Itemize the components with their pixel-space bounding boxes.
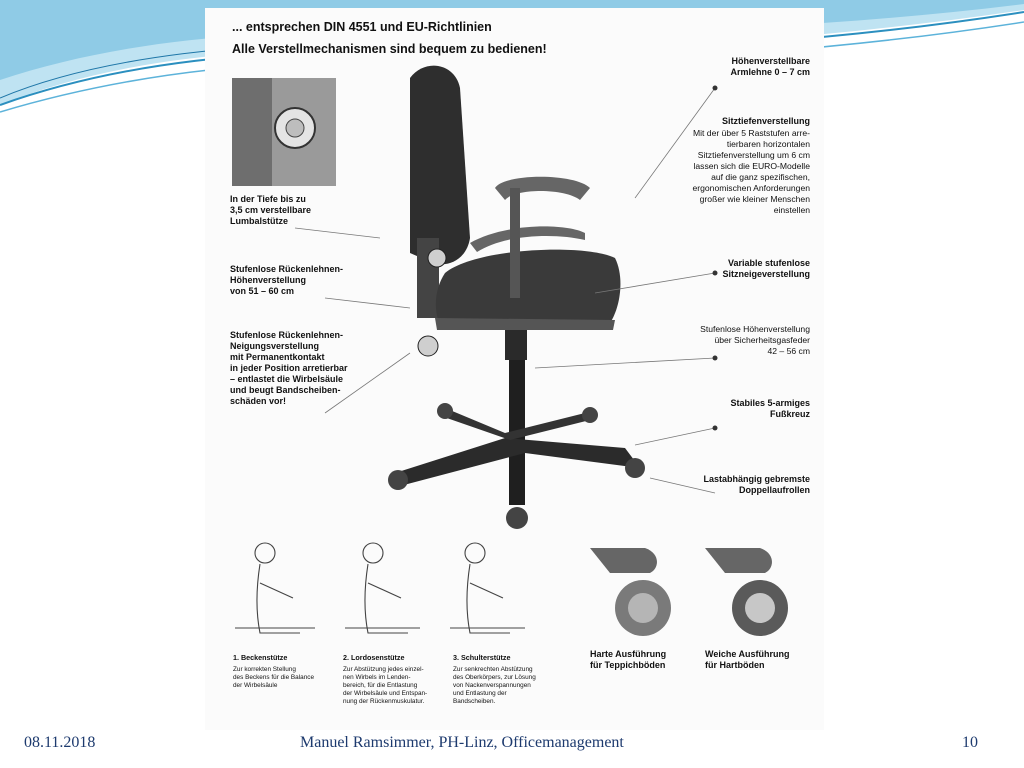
posture-3-text: Zur senkrechten Abstützung des Oberkörpers, zur Lösung von Nackenverspannungen und Entlastung der Bandscheiben.: [453, 666, 536, 705]
brochure-scan: [205, 8, 824, 730]
label-armrest: Höhenverstellbare Armlehne 0 – 7 cm: [730, 56, 810, 77]
label-castors: Lastabhängig gebremste Doppellaufrollen: [703, 474, 810, 495]
label-base: Stabiles 5-armiges Fußkreuz: [730, 398, 810, 419]
footer-author: Manuel Ramsimmer, PH-Linz, Officemanagement: [300, 734, 624, 751]
posture-2-title: 2. Lordosenstütze: [343, 653, 405, 662]
posture-2-text: Zur Abstützung jedes einzel- nen Wirbels im Lenden- bereich, für die Entlastung der Wirbelsäule und Entspan- nung der Rückenmuskulatur.: [343, 666, 428, 705]
label-seat-tilt: Variable stufenlose Sitzneigeverstellung: [722, 258, 810, 279]
label-backrest-tilt: Stufenlose Rückenlehnen- Neigungsverstellung mit Permanentkontakt in jeder Position arretierbar – entlastet die Wirbelsäule und beugt Bandscheiben- schäden vor!: [230, 330, 348, 406]
label-height-adjust: Stufenlose Höhenverstellung über Sicherheitsgasfeder 42 – 56 cm: [700, 324, 810, 356]
footer-date: 08.11.2018: [24, 734, 96, 751]
wheel-hard-label: Harte Ausführung für Teppichböden: [590, 649, 667, 670]
posture-1-text: Zur korrekten Stellung des Beckens für die Balance der Wirbelsäule: [233, 666, 314, 689]
wheel-soft-label: Weiche Ausführung für Hartböden: [705, 649, 790, 670]
label-lumbar-support: In der Tiefe bis zu 3,5 cm verstellbare Lumbalstütze: [230, 194, 312, 226]
posture-3-title: 3. Schulterstütze: [453, 653, 511, 662]
label-seat-depth-text: Mit der über 5 Raststufen arre- tierbaren horizontalen Sitztiefenverstellung um 6 cm lassen sich die EURO-Modelle auf die ganz spezifischen, ergonomischen Anforderungen großer wie kleiner Menschen einstellen: [692, 128, 810, 215]
slide-number: 10: [962, 734, 978, 751]
brochure-heading-standards: ... entsprechen DIN 4551 und EU-Richtlinien: [232, 20, 492, 34]
brochure-heading-mechanisms: Alle Verstellmechanismen sind bequem zu bedienen!: [232, 42, 547, 56]
label-seat-depth-title: Sitztiefenverstellung: [721, 116, 810, 126]
label-backrest-height: Stufenlose Rückenlehnen- Höhenverstellung von 51 – 60 cm: [230, 264, 344, 296]
posture-1-title: 1. Beckenstütze: [233, 653, 288, 662]
